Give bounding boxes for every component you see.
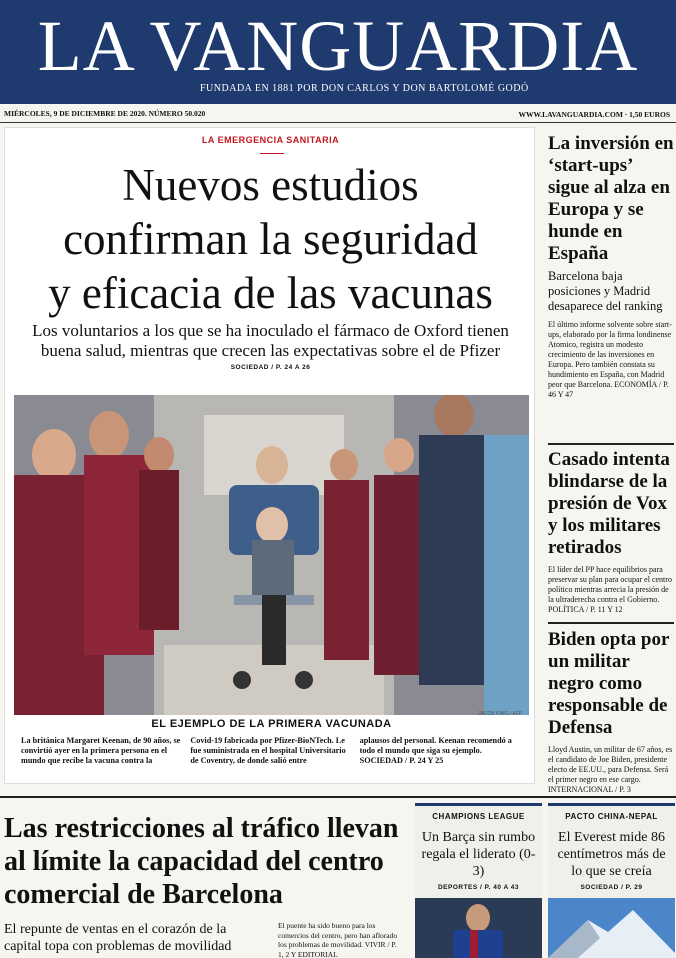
side-body: El último informe solvente sobre start-ups, elaborado por la firma londinense Atomico, registra un modesto crecimiento de las inversiones en Europa. Pero también constata su hundimiento en España, con Madrid peor que Barcelona. ECONOMÍA / P. 46 Y 47 — [548, 320, 672, 399]
side-body: Lloyd Austin, un militar de 67 años, es el candidato de Joe Biden, presidente electo de EE.UU., para Defensa. Será el primer negro en ese cargo. INTERNACIONAL / P. 3 — [548, 745, 673, 794]
issue-date: MIÉRCOLES, 9 DE DICIEMBRE DE 2020. NÚMERO 50.020 — [4, 109, 206, 118]
side-divider — [548, 622, 674, 624]
headline-line: confirman la seguridad — [63, 214, 478, 264]
mountain-photo — [548, 898, 675, 958]
side-body: El líder del PP hace equilibrios para preservar su plan para ocupar el centro político mientras arrecia la presión de la ultraderecha contra el Gobierno. POLÍTICA / P. 11 Y 12 — [548, 565, 672, 614]
photo-credit: JACOB KING / AFP — [478, 711, 522, 717]
dateline — [0, 107, 676, 123]
caption-col: aplausos del personal. Keenan recomendó a todo el mundo que siga su ejemplo. SOCIEDAD / P. 24 Y 25 — [359, 736, 512, 765]
promo-box-champions[interactable] — [415, 803, 542, 958]
bottom-headline: Las restricciones al tráfico llevan al límite la capacidad del centro comercial de Barcelona — [4, 813, 399, 910]
main-story[interactable] — [4, 127, 535, 784]
newspaper-title: LA VANGUARDIA — [37, 6, 639, 86]
bottom-body: El puente ha sido bueno para los comercios del centro, pero han aflorado los problemas de movilidad. VIVIR / P. 1, 2 Y EDITORIAL — [278, 921, 398, 958]
side-headline: Casado intenta blindarse de la presión de Vox y los militares retirados — [548, 449, 670, 558]
website-price: WWW.LAVANGUARDIA.COM · 1,50 EUROS — [518, 110, 670, 119]
hospital-scene-illustration — [14, 395, 529, 715]
side-headline: La inversión en ‘start-ups’ sigue al alza en Europa y se hunde en España — [548, 133, 674, 264]
headline-line: Nuevos estudios — [122, 160, 419, 210]
masthead — [0, 0, 676, 104]
side-story-startups[interactable] — [548, 133, 674, 400]
caption-col: La británica Margaret Keenan, de 90 años, se convirtió ayer en la primera persona en el mundo que recibe la vacuna contra la — [21, 736, 181, 765]
main-deck: Los voluntarios a los que se ha inoculado el fármaco de Oxford tienen buena salud, mientras que crecen las expectativas sobre el de Pfizer — [32, 321, 509, 360]
box-headline: El Everest mide 86 centímetros más de lo que se creía — [557, 830, 666, 879]
main-kicker: LA EMERGENCIA SANITARIA — [201, 135, 340, 145]
main-headline[interactable] — [5, 158, 536, 320]
box-page-ref: SOCIEDAD / P. 29 — [580, 884, 643, 891]
box-page-ref: DEPORTES / P. 40 A 43 — [437, 884, 520, 891]
side-headline: Biden opta por un militar negro como responsable de Defensa — [548, 629, 670, 738]
side-story-casado[interactable] — [548, 449, 674, 615]
box-headline: Un Barça sin rumbo regala el liderato (0-3) — [421, 830, 536, 879]
side-subhead: Barcelona baja posiciones y Madrid desaparece del ranking — [548, 269, 663, 313]
caption-col: Covid-19 fabricada por Pfizer-BioNTech. Le fue suministrada en el hospital Universitario de Coventry, de donde salió entre — [190, 736, 346, 765]
side-divider — [548, 443, 674, 445]
bottom-divider — [0, 796, 676, 798]
box-kicker: PACTO CHINA-NEPAL — [565, 812, 658, 821]
main-photo[interactable] — [14, 395, 529, 715]
football-player-photo — [415, 898, 542, 958]
headline-line: y eficacia de las vacunas — [48, 268, 493, 318]
bottom-deck: El repunte de ventas en el corazón de la capital topa con problemas de movilidad — [4, 922, 232, 954]
promo-box-everest[interactable] — [548, 803, 675, 958]
newspaper-subtitle: FUNDADA EN 1881 POR DON CARLOS Y DON BARTOLOMÉ GODÓ — [200, 83, 529, 94]
caption-body — [21, 736, 521, 766]
box-kicker: CHAMPIONS LEAGUE — [432, 812, 525, 821]
side-story-biden[interactable] — [548, 629, 674, 795]
main-page-ref: SOCIEDAD / P. 24 A 26 — [230, 364, 311, 371]
caption-title: EL EJEMPLO DE LA PRIMERA VACUNADA — [151, 718, 392, 730]
kicker-divider — [260, 153, 284, 154]
